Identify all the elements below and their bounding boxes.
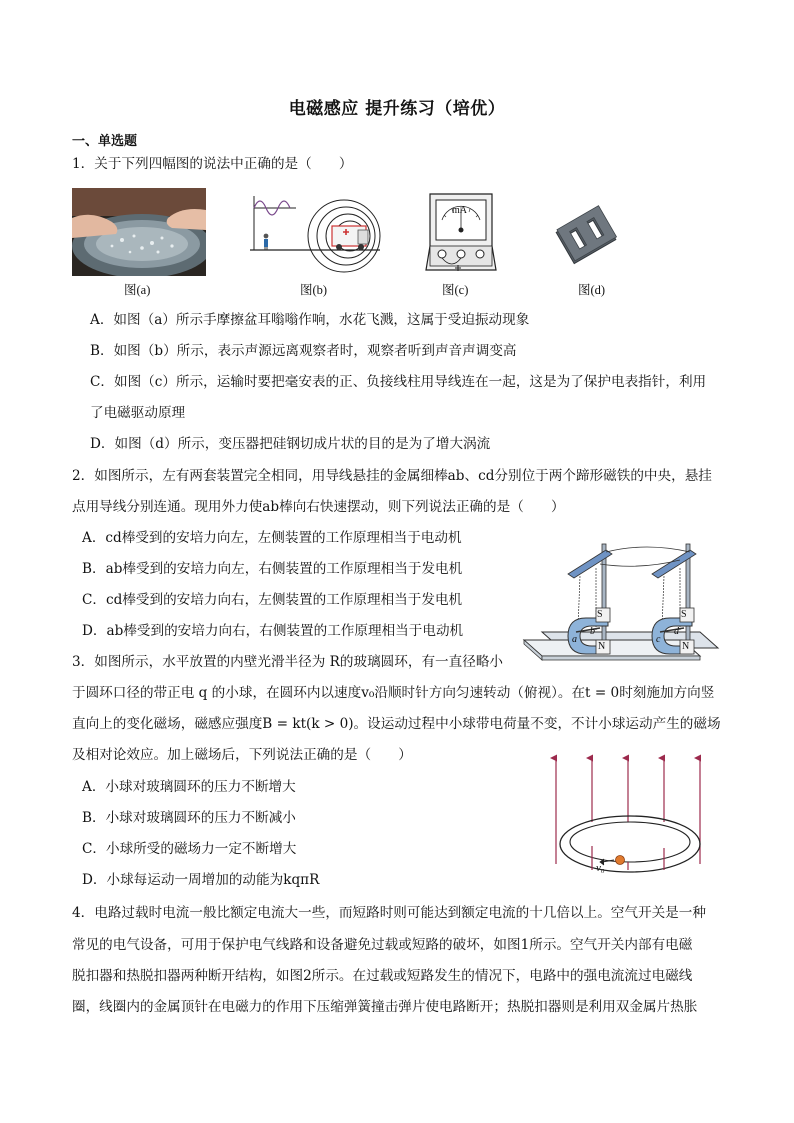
q3-option-a: A．小球对玻璃圆环的压力不断增大 — [82, 779, 296, 795]
q3-option-d: D．小球每运动一周增加的动能为kqπR — [82, 872, 320, 888]
figure-c-caption: 图(c) — [442, 283, 469, 297]
q1-option-a: A．如图（a）所示手摩擦盆耳嗡嗡作响，水花飞溅，这属于受迫振动现象 — [90, 312, 530, 328]
q3-option-c: C．小球所受的磁场力一定不断增大 — [82, 841, 297, 857]
figure-b-caption: 图(b) — [300, 283, 328, 297]
q1-option-c: C．如图（c）所示，运输时要把毫安表的正、负接线柱用导线连在一起，这是为了保护电表指针，利用 — [90, 374, 707, 390]
fig2-label-b: b — [590, 626, 595, 637]
question-3-line-2: 于圆环口径的带正电 q 的小球，在圆环内以速度v₀沿顺时针方向匀速转动（俯视）。在t = 0时刻施加方向竖 — [72, 685, 715, 701]
q3-option-b: B．小球对玻璃圆环的压力不断减小 — [82, 810, 296, 826]
q2-option-a: A．cd棒受到的安培力向左，左侧装置的工作原理相当于电动机 — [82, 530, 462, 546]
figure-c-meter — [426, 190, 496, 274]
fig2-n-left: N — [598, 641, 606, 652]
q2-option-b: B．ab棒受到的安培力向左，右侧装置的工作原理相当于发电机 — [82, 561, 463, 577]
fig2-n-right: N — [682, 641, 690, 652]
figure-a-caption: 图(a) — [124, 283, 151, 297]
figure-a-photo — [72, 188, 206, 276]
q1-option-c-cont: 了电磁驱动原理 — [90, 405, 186, 421]
fig2-label-a: a — [572, 634, 577, 645]
figure-b-doppler — [246, 190, 386, 278]
page-title: 电磁感应 提升练习（培优） — [288, 99, 506, 119]
q2-option-d: D．ab棒受到的安培力向右，右侧装置的工作原理相当于电动机 — [82, 623, 464, 639]
meter-label: mA — [452, 205, 467, 216]
v0-label: v₀ — [596, 862, 605, 874]
figure-glass-ring — [552, 752, 722, 882]
fig2-label-d: d — [674, 626, 679, 637]
fig2-s-right: S — [681, 609, 687, 620]
question-4-line-4: 圈，线圈内的金属顶针在电磁力的作用下压缩弹簧撞击弹片使电路断开；热脱扣器则是利用双金属片热胀 — [72, 999, 698, 1015]
question-2-line-2: 点用导线分别连通。现用外力使ab棒向右快速摆动，则下列说法正确的是（ ） — [72, 499, 565, 515]
section-heading: 一、单选题 — [72, 134, 138, 149]
q1-option-d: D．如图（d）所示，变压器把硅钢切成片状的目的是为了增大涡流 — [90, 436, 491, 452]
question-4-line-2: 常见的电气设备，可用于保护电气线路和设备避免过载或短路的破坏，如图1所示。空气开关内部有电磁 — [72, 937, 693, 953]
question-3-line-3: 直向上的变化磁场，磁感应强度B = kt(k > 0)。设运动过程中小球带电荷量不变，不计小球运动产生的磁场 — [72, 716, 721, 732]
question-3-line-4: 及相对论效应。加上磁场后，下列说法正确的是（ ） — [72, 747, 412, 763]
q2-option-c: C．cd棒受到的安培力向右，左侧装置的工作原理相当于发电机 — [82, 592, 463, 608]
q1-option-b: B．如图（b）所示，表示声源远离观察者时，观察者听到声音声调变高 — [90, 343, 517, 359]
question-4-line-3: 脱扣器和热脱扣器两种断开结构，如图2所示。在过载或短路发生的情况下，电路中的强电流流过电磁线 — [72, 968, 693, 984]
fig2-label-c: c — [656, 634, 661, 645]
question-1-stem: 1．关于下列四幅图的说法中正确的是（ ） — [72, 156, 353, 172]
fig2-s-left: S — [597, 609, 603, 620]
question-4-line-1: 4．电路过载时电流一般比额定电流大一些，而短路时则可能达到额定电流的十几倍以上。空气开关是一种 — [72, 905, 706, 921]
question-3-line-1: 3．如图所示，水平放置的内壁光滑半径为 R的玻璃圆环，有一直径略小 — [72, 654, 504, 670]
figure-d-laminations — [554, 204, 618, 268]
figure-d-caption: 图(d) — [578, 283, 606, 297]
question-2-line-1: 2．如图所示，左有两套装置完全相同，用导线悬挂的金属细棒ab、cd分别位于两个蹄形磁铁的中央，悬挂 — [72, 468, 712, 484]
figure-magnet-setups — [520, 536, 720, 666]
